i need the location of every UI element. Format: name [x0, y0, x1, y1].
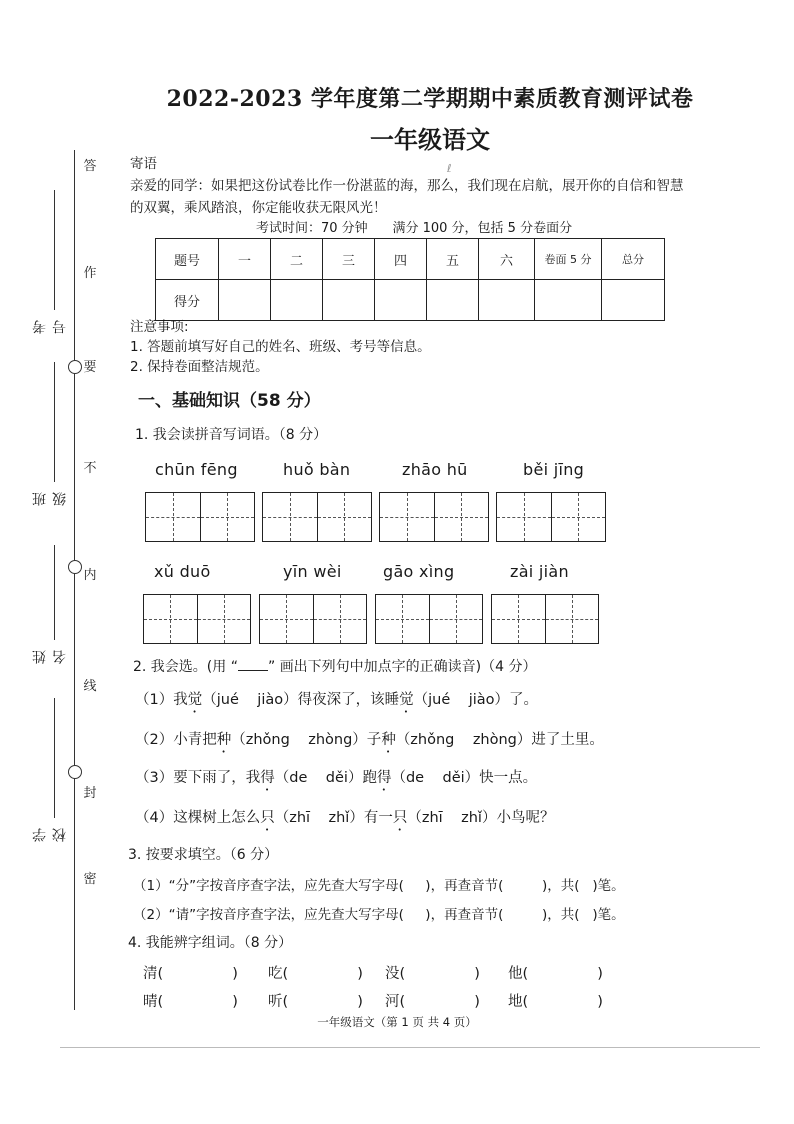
choice-sentence[interactable]: （1）我觉（jué jiào）得夜深了，该睡觉（jué jiào）了。 [135, 692, 539, 708]
choice-sentence[interactable]: （4）这棵树上怎么只（zhī zhǐ）有一只（zhī zhǐ）小鸟呢？ [135, 810, 555, 826]
word-blank[interactable]: 他( ) [508, 966, 603, 982]
page-footer: 一年级语文（第 1 页 共 4 页） [317, 1015, 477, 1029]
note-heading: 寄语 [130, 156, 157, 172]
dotted-char: 得 [260, 770, 275, 786]
score-input-cell[interactable] [271, 280, 323, 321]
writing-grid[interactable] [375, 594, 483, 644]
dotted-char: 种 [216, 732, 232, 748]
seal-char: 密 [83, 872, 97, 887]
seal-char: 内 [83, 568, 97, 583]
question-title: 3. 按要求填空。（6 分） [128, 847, 279, 863]
table-cell: 卷面 5 分 [535, 239, 602, 280]
score-table [155, 238, 665, 321]
choice-sentence[interactable]: （2）小青把种（zhǒng zhòng）子种（zhǒng zhòng）进了土里。 [135, 732, 604, 748]
pen-mark: ℓ [447, 162, 452, 175]
writing-grid[interactable] [491, 594, 599, 644]
score-input-cell[interactable] [219, 280, 271, 321]
table-cell: 三 [323, 239, 375, 280]
pinyin-label: zài jiàn [510, 562, 569, 581]
score-input-cell[interactable] [535, 280, 602, 321]
word-blank[interactable]: 吃( ) [268, 966, 363, 982]
notes-heading: 注意事项: [130, 319, 189, 335]
dotted-char: 只 [260, 810, 275, 826]
seal-char: 不 [83, 461, 97, 476]
table-row [156, 239, 665, 280]
word-blank[interactable]: 清( ) [143, 966, 238, 982]
table-cell: 五 [427, 239, 479, 280]
writing-grid[interactable] [145, 492, 255, 542]
underline-sample [238, 658, 268, 671]
dotted-char: 种 [381, 732, 396, 748]
score-input-cell[interactable] [479, 280, 535, 321]
class-label: 班级 [32, 492, 68, 506]
word-blank[interactable]: 晴( ) [143, 994, 238, 1010]
table-cell: 一 [219, 239, 271, 280]
seal-dot [68, 360, 82, 374]
note-line: 的双翼，乘风踏浪，你定能收获无限风光！ [130, 200, 387, 216]
score-input-cell[interactable] [602, 280, 665, 321]
word-blank[interactable]: 河( ) [385, 994, 480, 1010]
word-blank[interactable]: 听( ) [268, 994, 363, 1010]
footer-rule [60, 1047, 760, 1048]
dotted-char: 觉 [399, 692, 414, 708]
name-line [54, 545, 55, 640]
exam-info: 考试时间：70 分钟 满分 100 分，包括 5 分卷面分 [256, 221, 573, 236]
writing-grid[interactable] [143, 594, 251, 644]
question-title: 2. 我会选。(用 “ ” 画出下列句中加点字的正确读音)（4 分） [133, 659, 537, 675]
pinyin-label: chūn fēng [155, 460, 238, 479]
seal-dot [68, 560, 82, 574]
notes-item: 2. 保持卷面整洁规范。 [130, 359, 269, 375]
writing-grid[interactable] [379, 492, 489, 542]
student-id-line [54, 190, 55, 310]
dotted-char: 只 [392, 810, 408, 826]
school-label: 学校 [32, 828, 68, 842]
exam-title: 2022-2023 学年度第二学期期中素质教育测评试卷 [166, 86, 694, 112]
pinyin-label: huǒ bàn [283, 460, 351, 479]
word-blank[interactable]: 没( ) [385, 966, 480, 982]
seal-char: 答 [83, 159, 97, 174]
score-input-cell[interactable] [323, 280, 375, 321]
question-title: 4. 我能辨字组词。（8 分） [128, 935, 293, 951]
writing-grid[interactable] [259, 594, 367, 644]
dotted-char: 觉 [187, 692, 203, 708]
writing-grid[interactable] [262, 492, 372, 542]
table-cell: 题号 [156, 239, 219, 280]
pinyin-label: běi jīng [523, 460, 585, 479]
pinyin-label: xǔ duō [154, 562, 211, 581]
score-input-cell[interactable] [375, 280, 427, 321]
dotted-char: 得 [376, 770, 392, 786]
note-line: 亲爱的同学：如果把这份试卷比作一份湛蓝的海，那么，我们现在启航，展开你的自信和智慧 [130, 178, 684, 194]
seal-char: 作 [83, 266, 97, 281]
writing-grid[interactable] [496, 492, 606, 542]
seal-char: 封 [83, 786, 97, 801]
choice-sentence[interactable]: （3）要下雨了，我得（de děi）跑得（de děi）快一点。 [135, 770, 538, 786]
pinyin-label: gāo xìng [383, 562, 455, 581]
seal-char: 线 [83, 679, 97, 694]
table-cell: 总分 [602, 239, 665, 280]
table-cell: 六 [479, 239, 535, 280]
school-line [54, 698, 55, 818]
table-cell: 四 [375, 239, 427, 280]
question-title: 1. 我会读拼音写词语。（8 分） [135, 427, 328, 443]
score-input-cell[interactable] [427, 280, 479, 321]
notes-item: 1. 答题前填写好自己的姓名、班级、考号等信息。 [130, 339, 431, 355]
word-blank[interactable]: 地( ) [508, 994, 603, 1010]
seal-line [74, 150, 75, 1010]
table-cell: 二 [271, 239, 323, 280]
pinyin-label: yīn wèi [283, 562, 342, 581]
table-row [156, 280, 665, 321]
exam-subtitle: 一年级语文 [370, 125, 490, 154]
name-label: 姓名 [32, 650, 68, 664]
table-cell: 得分 [156, 280, 219, 321]
pinyin-label: zhāo hū [402, 460, 468, 479]
section-title: 一、基础知识（58 分） [138, 391, 321, 411]
student-id-label: 考号 [32, 320, 68, 334]
fill-line[interactable]: （1）“分”字按音序查字法，应先查大写字母( )，再查音节( )，共( )笔。 [133, 878, 625, 894]
seal-dot [68, 765, 82, 779]
seal-char: 要 [83, 360, 97, 375]
class-line [54, 362, 55, 482]
fill-line[interactable]: （2）“请”字按音序查字法，应先查大写字母( )，再查音节( )，共( )笔。 [133, 907, 625, 923]
